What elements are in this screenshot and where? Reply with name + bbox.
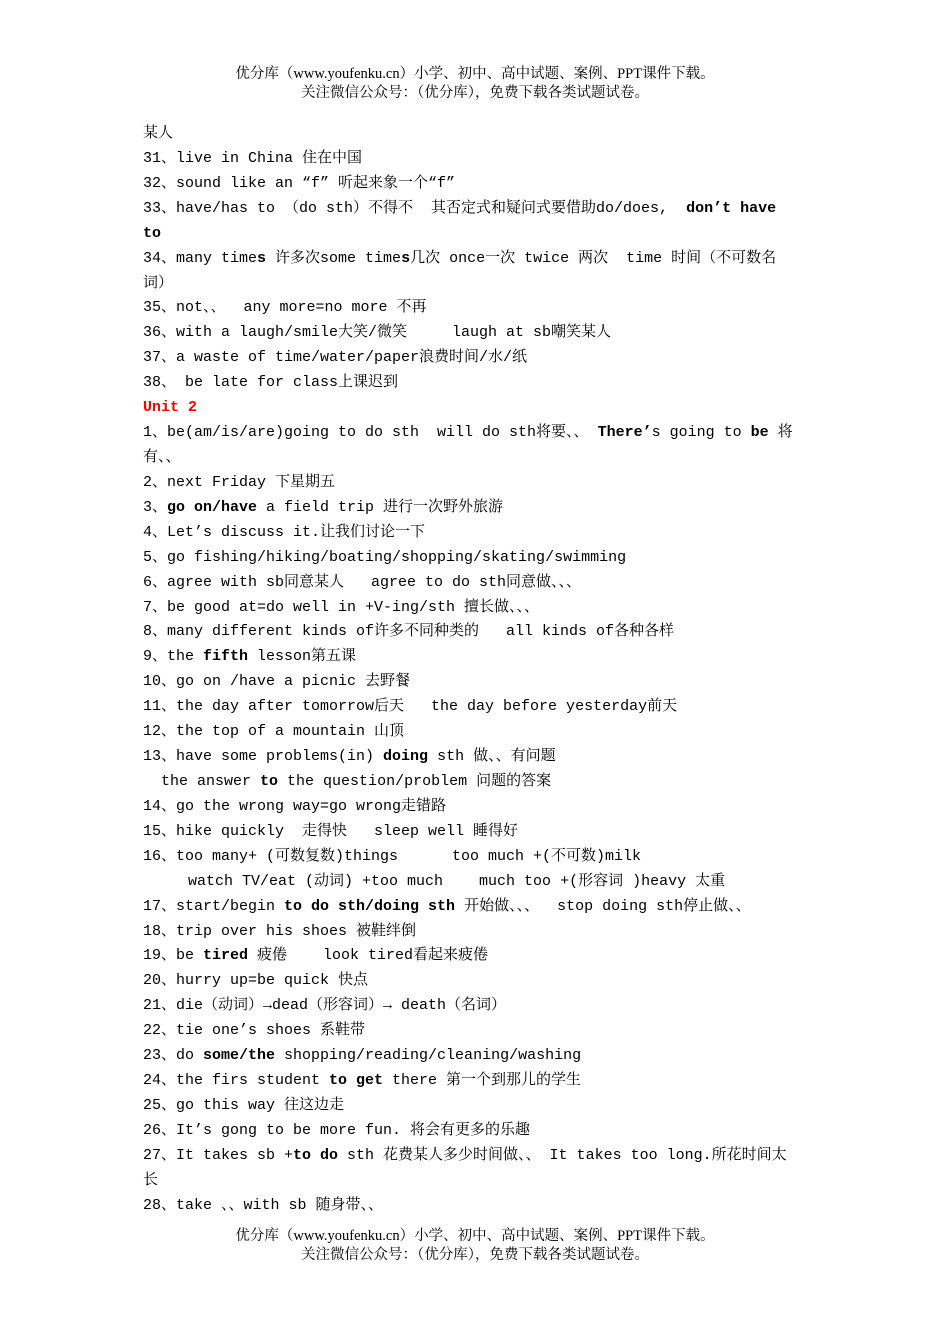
text-segment: 13、have some problems(in) bbox=[143, 748, 384, 766]
list-item bbox=[143, 994, 933, 1019]
header-line-2: 关注微信公众号：（优分库），免费下载各类试题试卷。 bbox=[301, 85, 649, 101]
text-segment: 19、be bbox=[143, 947, 204, 965]
vocabulary-list bbox=[143, 122, 933, 1219]
bold-text: to get bbox=[329, 1072, 384, 1090]
footer-line-1: 优分库（www.youfenku.cn）小学、初中、高中试题、案例、PPT课件下载。 bbox=[235, 1228, 715, 1244]
text-segment: watch TV/eat (动词) +too much much too +(形容词 )heavy 太重 bbox=[143, 872, 726, 890]
text-segment: 27、It takes sb + bbox=[143, 1146, 294, 1164]
text-segment: 2、next Friday 下星期五 bbox=[143, 473, 336, 491]
text-segment: 长 bbox=[143, 1171, 159, 1189]
bold-text: go on/have bbox=[167, 498, 258, 516]
bold-text: be bbox=[750, 424, 769, 442]
text-segment: 14、go the wrong way=go wrong走错路 bbox=[143, 797, 447, 815]
text-segment: 38、 be late for class上课迟到 bbox=[143, 374, 399, 392]
text-segment: lesson第五课 bbox=[248, 648, 357, 666]
list-item bbox=[143, 396, 933, 421]
list-item bbox=[143, 1194, 933, 1219]
list-item bbox=[143, 645, 933, 670]
bold-text: to do sth/doing sth bbox=[284, 897, 456, 915]
text-segment: 22、tie one’s shoes 系鞋带 bbox=[143, 1022, 366, 1040]
list-item bbox=[143, 1069, 933, 1094]
bold-text: s bbox=[401, 249, 411, 267]
text-segment: 有、、 bbox=[143, 448, 181, 466]
text-segment: 4、Let’s discuss it.让我们讨论一下 bbox=[143, 523, 426, 541]
text-segment: 6、agree with sb同意某人 agree to do sth同意做、、、 bbox=[143, 573, 582, 591]
list-item bbox=[143, 720, 933, 745]
list-item bbox=[143, 795, 933, 820]
list-item bbox=[143, 969, 933, 994]
list-item bbox=[143, 321, 933, 346]
list-item bbox=[143, 1094, 933, 1119]
list-item bbox=[143, 222, 933, 247]
bold-text: doing bbox=[383, 748, 429, 766]
text-segment: 26、It’s gong to be more fun. 将会有更多的乐趣 bbox=[143, 1121, 531, 1139]
list-item bbox=[143, 770, 933, 795]
text-segment: 词） bbox=[143, 274, 174, 292]
bold-text: fifth bbox=[203, 648, 249, 666]
text-segment: the answer bbox=[143, 772, 261, 790]
text-segment: 28、take 、、with sb 随身带、、 bbox=[143, 1196, 384, 1214]
text-segment: 25、go this way 往这边走 bbox=[143, 1096, 345, 1114]
text-segment: 24、the firs student bbox=[143, 1072, 330, 1090]
text-segment: 31、live in China 住在中国 bbox=[143, 149, 363, 167]
list-item bbox=[143, 1144, 933, 1169]
text-segment: 23、do bbox=[143, 1047, 204, 1065]
list-item bbox=[143, 920, 933, 945]
text-segment: 15、hike quickly 走得快 sleep well 睡得好 bbox=[143, 822, 519, 840]
text-segment: 3、 bbox=[143, 498, 168, 516]
footer-line-2: 关注微信公众号：（优分库），免费下载各类试题试卷。 bbox=[301, 1247, 649, 1263]
text-segment: a field trip 进行一次野外旅游 bbox=[257, 498, 504, 516]
list-item bbox=[143, 471, 933, 496]
header-line-1: 优分库（www.youfenku.cn）小学、初中、高中试题、案例、PPT课件下载。 bbox=[235, 66, 715, 82]
text-segment: 疲倦 look tired看起来疲倦 bbox=[248, 947, 489, 965]
list-item bbox=[143, 421, 933, 446]
list-item bbox=[143, 1119, 933, 1144]
list-item bbox=[143, 620, 933, 645]
bold-text: There’ bbox=[597, 424, 652, 442]
text-segment: there 第一个到那儿的学生 bbox=[383, 1072, 582, 1090]
text-segment: 12、the top of a mountain 山顶 bbox=[143, 723, 405, 741]
text-segment: 37、a waste of time/water/paper浪费时间/水/纸 bbox=[143, 349, 528, 367]
text-segment: 将 bbox=[768, 424, 793, 442]
list-item bbox=[143, 745, 933, 770]
text-segment: 10、go on /have a picnic 去野餐 bbox=[143, 673, 411, 691]
list-item bbox=[143, 670, 933, 695]
list-item bbox=[143, 296, 933, 321]
list-item bbox=[143, 197, 933, 222]
text-segment: 33、have/has to （do sth）不得不 其否定式和疑问式要借助do/does, bbox=[143, 199, 687, 217]
text-segment: 5、go fishing/hiking/boating/shopping/skating/swimming bbox=[143, 548, 627, 566]
bold-text: don’t have bbox=[686, 199, 777, 217]
list-item bbox=[143, 272, 933, 297]
text-segment: 18、trip over his shoes 被鞋绊倒 bbox=[143, 922, 417, 940]
list-item bbox=[143, 346, 933, 371]
list-item bbox=[143, 122, 933, 147]
list-item bbox=[143, 172, 933, 197]
list-item bbox=[143, 845, 933, 870]
bold-text: to bbox=[260, 772, 279, 790]
list-item bbox=[143, 371, 933, 396]
list-item bbox=[143, 695, 933, 720]
page-header bbox=[0, 65, 950, 103]
list-item bbox=[143, 147, 933, 172]
list-item bbox=[143, 1169, 933, 1194]
text-segment: 8、many different kinds of许多不同种类的 all kinds of各种各样 bbox=[143, 623, 675, 641]
bold-text: tired bbox=[203, 947, 249, 965]
text-segment: 11、the day after tomorrow后天 the day before yesterday前天 bbox=[143, 698, 678, 716]
list-item bbox=[143, 546, 933, 571]
text-segment: s going to bbox=[651, 424, 751, 442]
text-segment: the question/problem 问题的答案 bbox=[278, 772, 552, 790]
bold-text: to do bbox=[293, 1146, 339, 1164]
text-segment: 34、many time bbox=[143, 249, 258, 267]
list-item bbox=[143, 596, 933, 621]
text-segment: 17、start/begin bbox=[143, 897, 285, 915]
list-item bbox=[143, 870, 933, 895]
bold-text: some/the bbox=[203, 1047, 276, 1065]
text-segment: 16、too many+ (可数复数)things too much +(不可数)milk bbox=[143, 847, 642, 865]
list-item bbox=[143, 521, 933, 546]
text-segment: 36、with a laugh/smile大笑/微笑 laugh at sb嘲笑某人 bbox=[143, 324, 612, 342]
text-segment: 9、the bbox=[143, 648, 204, 666]
text-segment: sth 花费某人多少时间做、、 It takes too long.所花时间太 bbox=[338, 1146, 787, 1164]
list-item bbox=[143, 820, 933, 845]
text-segment: sth 做、、有问题 bbox=[428, 748, 556, 766]
text-segment: 20、hurry up=be quick 快点 bbox=[143, 972, 369, 990]
list-item bbox=[143, 446, 933, 471]
text-segment: 1、be(am/is/are)going to do sth will do sth将要、、 bbox=[143, 424, 598, 442]
list-item bbox=[143, 247, 933, 272]
list-item bbox=[143, 571, 933, 596]
list-item bbox=[143, 944, 933, 969]
text-segment: shopping/reading/cleaning/washing bbox=[275, 1047, 582, 1065]
text-segment: 35、not、、 any more=no more 不再 bbox=[143, 299, 427, 317]
page-footer bbox=[0, 1227, 950, 1265]
bold-text: to bbox=[143, 224, 162, 242]
list-item bbox=[143, 1019, 933, 1044]
text-segment: 许多次some time bbox=[266, 249, 402, 267]
text-segment: 开始做、、、 stop doing sth停止做、、 bbox=[455, 897, 751, 915]
text-segment: 几次 once一次 twice 两次 time 时间（不可数名 bbox=[410, 249, 777, 267]
text-segment: 21、die（动词）→dead（形容词）→ death（名词） bbox=[143, 997, 507, 1015]
text-segment: 7、be good at=do well in +V-ing/sth 擅长做、、、 bbox=[143, 598, 540, 616]
list-item bbox=[143, 895, 933, 920]
list-item bbox=[143, 496, 933, 521]
bold-text: s bbox=[257, 249, 267, 267]
section-heading: Unit 2 bbox=[143, 399, 198, 417]
text-segment: 某人 bbox=[143, 125, 174, 142]
text-segment: 32、sound like an “f” 听起来象一个“f” bbox=[143, 174, 456, 192]
list-item bbox=[143, 1044, 933, 1069]
